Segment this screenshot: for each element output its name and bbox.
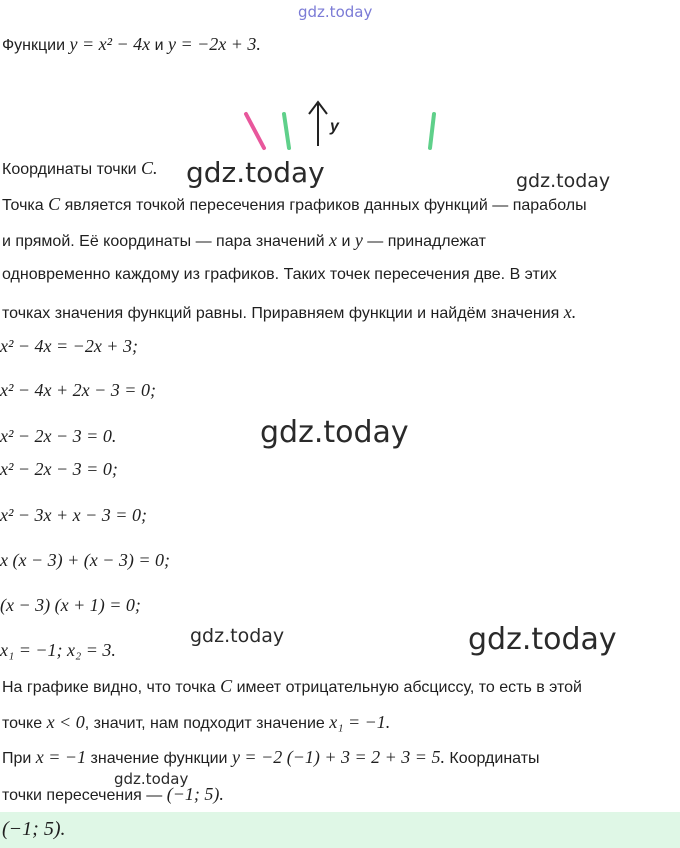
equation-5: x² − 3x + x − 3 = 0; — [0, 505, 147, 525]
watermark-4: gdz.today — [190, 625, 285, 647]
heading — [2, 158, 158, 179]
function-1: y = x² − 4x — [69, 34, 151, 54]
math-x: x — [328, 230, 337, 250]
text: — принадлежат — [367, 233, 486, 250]
watermark-5: gdz.today — [468, 622, 617, 657]
watermark-3: gdz.today — [260, 415, 409, 450]
math-x: x. — [563, 302, 577, 322]
para1-line2 — [2, 230, 486, 251]
para3-line1 — [2, 747, 540, 768]
intro-conj: и — [154, 37, 164, 54]
para1-line1 — [2, 194, 587, 215]
function-2: y = −2x + 3. — [168, 34, 261, 54]
para1-line4 — [2, 302, 576, 323]
text: имеет отрицательную абсциссу, то есть в этой — [236, 679, 582, 696]
equation-1: x² − 4x = −2x + 3; — [0, 336, 138, 356]
math-calculation: y = −2 (−1) + 3 = 2 + 3 = 5. — [231, 747, 445, 767]
text: Координаты — [449, 750, 540, 767]
math-point-c: C — [48, 194, 61, 214]
watermark-1: gdz.today — [186, 156, 325, 189]
text: Точка — [2, 197, 44, 214]
heading-text: Координаты точки — [2, 161, 137, 178]
text: , значит, нам подходит значение — [84, 715, 325, 732]
equation-7: (x − 3) (x + 1) = 0; — [0, 595, 141, 615]
heading-point: C. — [141, 158, 158, 178]
math-x-value: x = −1 — [35, 747, 87, 767]
math-point: (−1; 5). — [166, 784, 224, 804]
y-axis-label: y — [330, 118, 339, 135]
watermark-6: gdz.today — [114, 770, 189, 788]
text: точки пересечения — — [2, 787, 163, 804]
text: точках значения функций равны. Приравняем функции и найдём значения — [2, 305, 560, 322]
intro-prefix: Функции — [2, 37, 66, 54]
equation-8: x₁ = −1; x₂ = 3. — [0, 640, 116, 660]
parabola-segment — [246, 114, 264, 148]
text: является точкой пересечения графиков данных функций — параболы — [64, 197, 587, 214]
parabola-segment-green — [284, 114, 289, 148]
equation-4: x² − 2x − 3 = 0; — [0, 459, 118, 479]
math-inequality: x < 0 — [46, 712, 85, 732]
para3-line2 — [2, 784, 224, 805]
text: точке — [2, 715, 43, 732]
text: значение функции — [90, 750, 228, 767]
equation-6: x (x − 3) + (x − 3) = 0; — [0, 550, 171, 570]
text: и прямой. Её координаты — пара значений — [2, 233, 325, 250]
equation-3: x² − 2x − 3 = 0. — [0, 426, 117, 446]
para2-line1 — [2, 676, 582, 697]
para1-line3: одновременно каждому из графиков. Таких точек пересечения две. В этих — [2, 266, 557, 283]
math-point-c: C — [220, 676, 233, 696]
equation-2: x² − 4x + 2x − 3 = 0; — [0, 380, 156, 400]
watermark-2: gdz.today — [516, 170, 611, 192]
line-segment-green — [430, 114, 434, 148]
text: и — [341, 233, 351, 250]
para2-line2 — [2, 712, 390, 733]
text: На графике видно, что точка — [2, 679, 216, 696]
watermark-top: gdz.today — [298, 3, 373, 21]
text: При — [2, 750, 32, 767]
answer-text: (−1; 5). — [2, 818, 66, 840]
math-root: x₁ = −1. — [329, 712, 391, 732]
answer-box — [0, 812, 680, 848]
math-y: y — [354, 230, 363, 250]
